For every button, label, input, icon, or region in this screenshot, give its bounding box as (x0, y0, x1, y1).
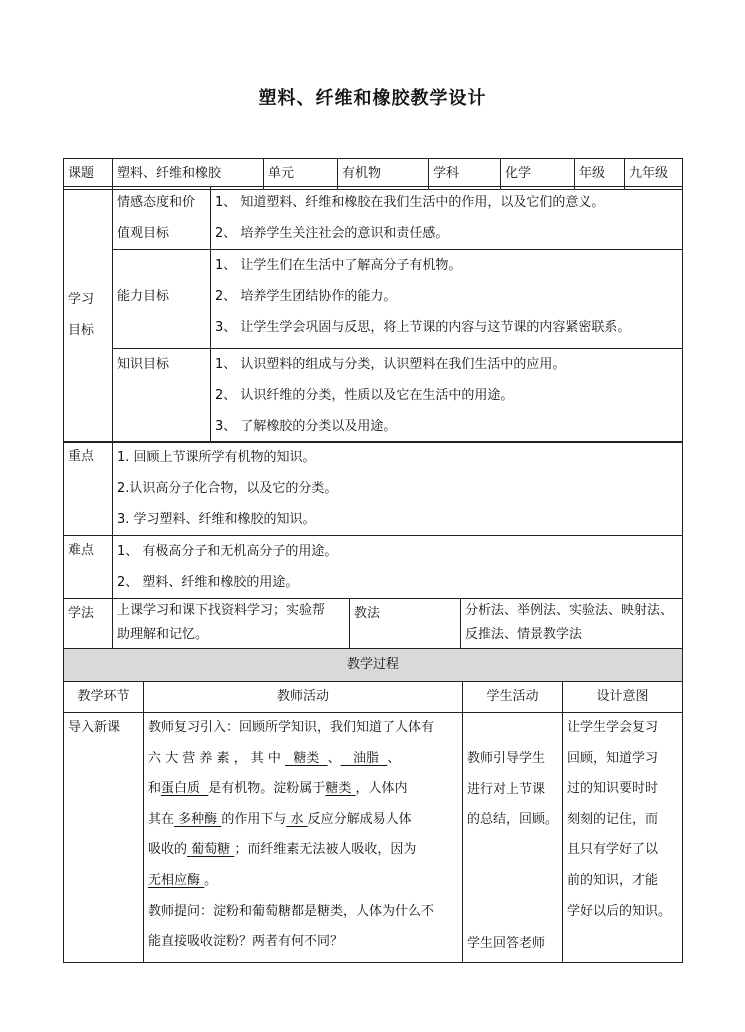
course-value: 塑料、纤维和橡胶 (113, 159, 264, 190)
difficult-points-label: 难点 (64, 536, 113, 599)
emotion-goal-label: 情感态度和价 值观目标 (113, 187, 211, 250)
list-item: 3、 让学生学会巩固与反思，将上节课的内容与这节课的内容紧密联系。 (215, 320, 631, 335)
unit-value: 有机物 (338, 159, 429, 190)
list-item: 1、 认识塑料的组成与分类，认识塑料在我们生活中的应用。 (215, 357, 566, 372)
learning-method-value: 上课学习和课下找资料学习；实验帮 助理解和记忆。 (113, 599, 350, 649)
student-activity: 教师引导学生 进行对上节课 的总结，回顾。 学生回答老师 (463, 713, 563, 963)
blank-answer: 蛋白质 (161, 781, 201, 797)
col-stage-header: 教学环节 (64, 682, 144, 713)
list-item: 3、 了解橡胶的分类以及用途。 (215, 419, 397, 434)
teaching-method-value: 分析法、举例法、实验法、映射法、 反推法、情景教学法 (461, 599, 683, 649)
list-item: 2、 培养学生关注社会的意识和责任感。 (215, 226, 449, 241)
stage-intro: 导入新课 (64, 713, 144, 963)
list-item: 2、 认识纤维的分类，性质以及它在生活中的用途。 (215, 388, 514, 403)
course-label: 课题 (64, 159, 113, 190)
methods-table (63, 598, 683, 649)
design-intent: 让学生学会复习 回顾，知道学习 过的知识要时时 刻刻的记住，而 且只有学好了以 前的知识，才能 学好以后的知识。 (563, 713, 683, 963)
blank-answer: 糖类 (325, 781, 352, 797)
teacher-activity: 教师复习引入：回顾所学知识，我们知道了人体有 六 大 营 养 素 ， 其 中 糖类 、 油脂 、 和蛋白质 是有机物。淀粉属于糖类 ，人体内 其在 多种酶 的作用下与 水 反应分解成易人体 吸收的 葡萄糖 ；而纤维素无法被人吸收，因为 无相应酶 。 教师提问：淀粉和葡萄糖都是糖类，人体为什么不 能直接吸收淀粉？两者有何不同？ (144, 713, 463, 963)
key-points-table (63, 441, 683, 599)
unit-label: 单元 (264, 159, 338, 190)
difficult-points-items (113, 536, 683, 599)
process-title: 教学过程 (64, 649, 683, 682)
knowledge-goal-label: 知识目标 (113, 349, 211, 443)
col-student-header: 学生活动 (463, 682, 563, 713)
grade-value: 九年级 (625, 159, 683, 190)
list-item: 1、 让学生们在生活中了解高分子有机物。 (215, 258, 462, 273)
subject-label: 学科 (429, 159, 501, 190)
list-item: 1、 有极高分子和无机高分子的用途。 (117, 544, 338, 559)
blank-answer: 葡萄糖 (191, 842, 231, 858)
knowledge-goal-items (211, 349, 683, 443)
blank-answer: 多种酶 (178, 811, 218, 827)
ability-goal-items (211, 250, 683, 349)
grade-label: 年级 (575, 159, 625, 190)
goals-table (63, 186, 683, 443)
list-item: 2.认识高分子化合物，以及它的分类。 (117, 481, 338, 496)
blank-answer: 油脂 (353, 750, 380, 766)
list-item: 2、 塑料、纤维和橡胶的用途。 (117, 575, 299, 590)
learning-method-label: 学法 (64, 599, 113, 649)
list-item: 3. 学习塑料、纤维和橡胶的知识。 (117, 512, 316, 527)
blank-answer: 无相应酶 (148, 872, 201, 888)
teaching-method-label: 教法 (350, 599, 461, 649)
emotion-goal-items (211, 187, 683, 250)
key-points-items (113, 442, 683, 536)
goals-label: 学习 目标 (64, 187, 113, 443)
key-points-label: 重点 (64, 442, 113, 536)
page-title: 塑料、纤维和橡胶教学设计 (258, 88, 487, 109)
list-item: 1. 回顾上节课所学有机物的知识。 (117, 450, 316, 465)
blank-answer: 水 (290, 811, 304, 827)
ability-goal-label: 能力目标 (113, 250, 211, 349)
col-design-header: 设计意图 (563, 682, 683, 713)
blank-answer: 糖类 (293, 750, 320, 766)
list-item: 1、 知道塑料、纤维和橡胶在我们生活中的作用，以及它们的意义。 (215, 195, 605, 210)
subject-value: 化学 (501, 159, 575, 190)
process-table (63, 648, 683, 963)
list-item: 2、 培养学生团结协作的能力。 (215, 289, 397, 304)
col-teacher-header: 教师活动 (144, 682, 463, 713)
